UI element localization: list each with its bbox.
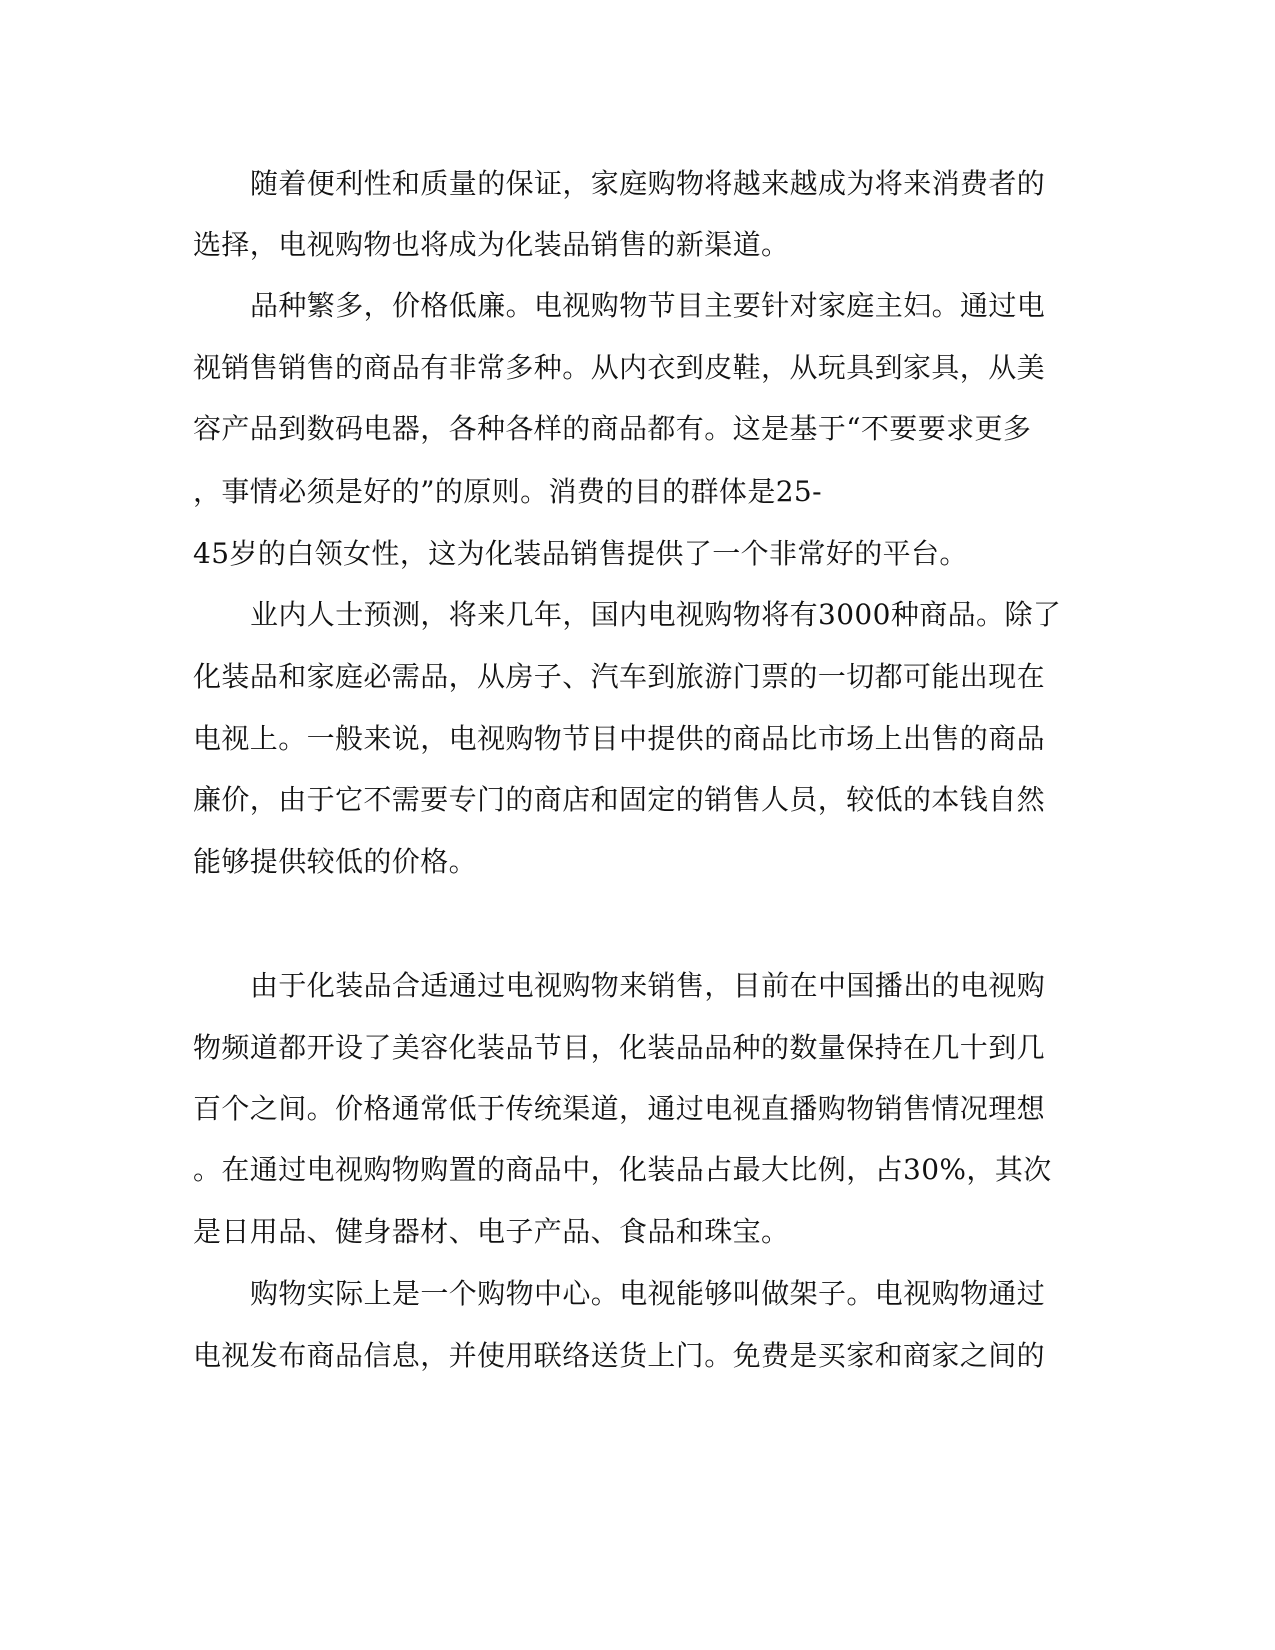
text-line: 廉价，由于它不需要专门的商店和固定的销售人员，较低的本钱自然 <box>193 783 1046 816</box>
text-line: 由于化装品合适通过电视购物来销售，目前在中国播出的电视购 <box>250 969 1046 1002</box>
text-line: 物频道都开设了美容化装品节目，化装品品种的数量保持在几十到几 <box>193 1031 1046 1064</box>
text-line: 。在通过电视购物购置的商品中，化装品占最大比例，占30%，其次 <box>193 1153 1052 1186</box>
text-line: 选择，电视购物也将成为化装品销售的新渠道。 <box>193 228 790 261</box>
text-line: 随着便利性和质量的保证，家庭购物将越来越成为将来消费者的 <box>250 167 1046 200</box>
text-line: 化装品和家庭必需品，从房子、汽车到旅游门票的一切都可能出现在 <box>193 660 1046 693</box>
text-line: ，事情必须是好的”的原则。消费的目的群体是25- <box>193 475 823 508</box>
text-line: 业内人士预测，将来几年，国内电视购物将有3000种商品。除了 <box>250 598 1062 631</box>
text-line: 购物实际上是一个购物中心。电视能够叫做架子。电视购物通过 <box>250 1277 1046 1310</box>
text-line: 能够提供较低的价格。 <box>193 845 478 878</box>
text-line: 百个之间。价格通常低于传统渠道，通过电视直播购物销售情况理想 <box>193 1092 1046 1125</box>
text-line: 容产品到数码电器，各种各样的商品都有。这是基于“不要要求更多 <box>193 412 1032 445</box>
text-line: 品种繁多，价格低廉。电视购物节目主要针对家庭主妇。通过电 <box>250 289 1046 322</box>
text-line: 45岁的白领女性，这为化装品销售提供了一个非常好的平台。 <box>193 537 968 570</box>
text-line: 电视发布商品信息，并使用联络送货上门。免费是买家和商家之间的 <box>193 1339 1046 1372</box>
text-line: 是日用品、健身器材、电子产品、食品和珠宝。 <box>193 1215 790 1248</box>
text-line: 电视上。一般来说，电视购物节目中提供的商品比市场上出售的商品 <box>193 722 1046 755</box>
text-line: 视销售销售的商品有非常多种。从内衣到皮鞋，从玩具到家具，从美 <box>193 351 1046 384</box>
